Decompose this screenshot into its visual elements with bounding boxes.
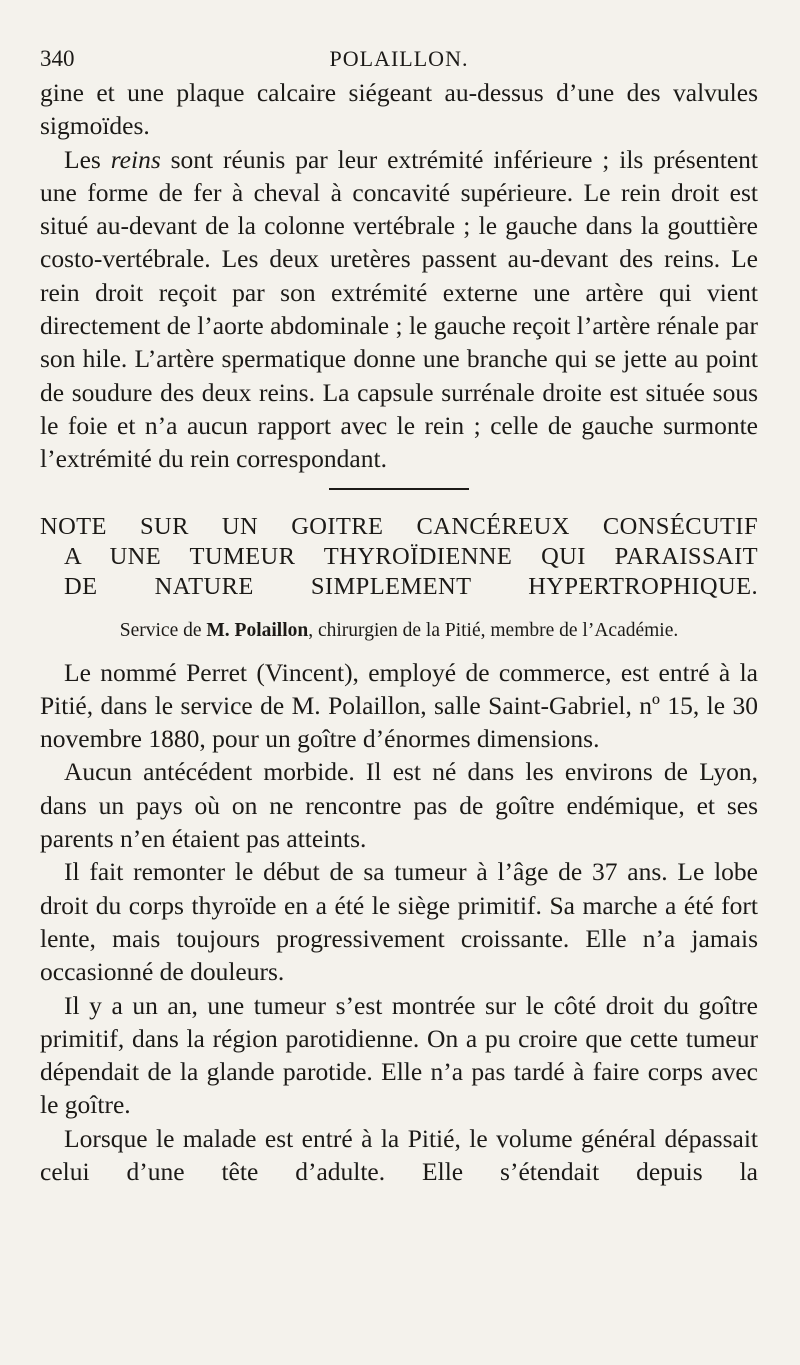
paragraph-reins: Les reins sont réunis par leur extrémité inférieure ; ils présentent une forme de fer à cheval à concavité supérieure. Le rein droit est situé au-devant de la colonne vertébrale ; le gauche dans la gouttière costo-vertébrale. Les deux uretères passent au-devant des reins. Le rein droit reçoit par son extrémité externe une artère qui vient directement de l’aorte abdominale ; le gauche reçoit l’artère rénale par son hile. L’artère spermatique donne une branche qui se jette au point de soudure des deux reins. La capsule surrénale droite est située sous le foie et n’a aucun rapport avec le rein ; celle de gauche surmonte l’extrémité du rein correspondant. <box>40 144 758 474</box>
paragraph: Lorsque le malade est entré à la Pitié, le volume général dépassait celui d’une tête d’adulte. Elle s’étendait depuis la <box>40 1123 758 1187</box>
page-number: 340 <box>40 46 75 71</box>
paragraph-continued: gine et une plaque calcaire siégeant au-dessus d’une des valvules sigmoïdes. <box>40 78 758 141</box>
title-line: NOTE SUR UN GOITRE CANCÉREUX CONSÉCUTIF <box>40 512 758 540</box>
running-title: POLAILLON. <box>329 46 469 71</box>
title-line: A UNE TUMEUR THYROÏDIENNE QUI PARAISSAIT <box>64 542 758 570</box>
running-head <box>40 40 758 76</box>
paragraph: Il fait remonter le début de sa tumeur à l’âge de 37 ans. Le lobe droit du corps thyroïde en a été le siège primitif. Sa marche a été fort lente, mais toujours progressivement croissante. Elle n’a jamais occasionné de douleurs. <box>40 857 758 987</box>
paragraph: Le nommé Perret (Vincent), employé de commerce, est entré à la Pitié, dans le service de M. Polaillon, salle Saint-Gabriel, nº 15, le 30 novembre 1880, pour un goître d’énormes dimensions. <box>40 657 758 754</box>
article-title <box>40 512 758 602</box>
italic-term: reins <box>110 144 161 174</box>
title-line: DE NATURE SIMPLEMENT HYPERTROPHIQUE. <box>64 572 758 600</box>
byline: Service de M. Polaillon, chirurgien de la Pitié, membre de l’Académie. <box>119 619 679 641</box>
paragraph: Il y a un an, une tumeur s’est montrée sur le côté droit du goître primitif, dans la région parotidienne. On a pu croire que cette tumeur dépendait de la glande parotide. Elle n’a pas tardé à faire corps avec le goître. <box>40 990 758 1120</box>
section-divider <box>329 488 469 490</box>
byline-name: M. Polaillon <box>206 619 309 641</box>
body-text <box>40 76 758 1188</box>
paragraph: Aucun antécédent morbide. Il est né dans les environs de Lyon, dans un pays où on ne rencontre pas de goître endémique, et ses parents n’en étaient pas atteints. <box>40 757 758 854</box>
